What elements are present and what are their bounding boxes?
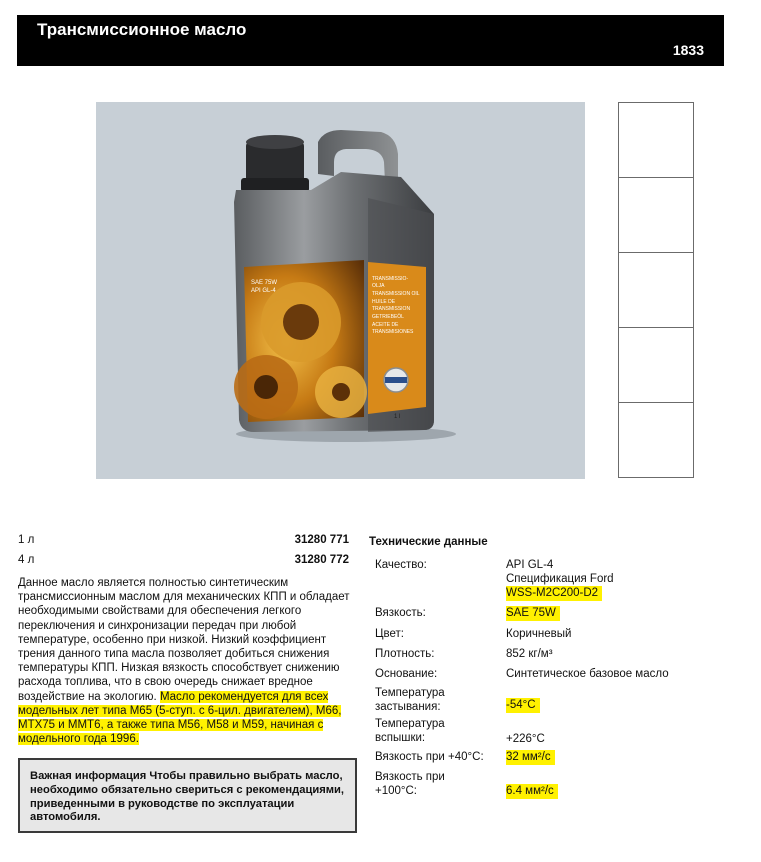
thumbnail-slot (619, 403, 693, 478)
spec-value: Коричневый (506, 628, 572, 640)
thumbnail-slot (619, 328, 693, 403)
oil-canister-image (96, 102, 585, 479)
svg-text:1 l: 1 l (394, 414, 401, 420)
page-code: 1833 (672, 42, 704, 58)
header-bar (17, 15, 724, 66)
page-title: Трансмиссионное масло (37, 20, 247, 39)
spec-label: Цвет: (375, 628, 404, 640)
thumbnail-slot (619, 253, 693, 328)
size-volume: 1 л (18, 534, 35, 546)
recommendation-text: Масло рекомендуется для всех модельных лет типа M65 (5-ступ. с 6-цил. двигателем), M66, MTX75 и MMT6, а также типа M56, M58 и M59, начиная с модельного года 1996. (18, 690, 342, 746)
spec-value: SAE 75W (506, 606, 560, 621)
spec-label: Основание: (375, 668, 438, 680)
size-volume: 4 л (18, 554, 35, 566)
spec-label: Температура застывания: (375, 687, 445, 713)
svg-text:TRANSMISSION: TRANSMISSION (372, 306, 411, 312)
size-row (18, 554, 351, 574)
spec-value: 6.4 мм²/с (506, 784, 558, 799)
description-text: Данное масло является полностью синтетическим трансмиссионным маслом для механических КПП и обладает необходимыми свойствами для обеспечения легкого переключения и синхронизации передач при любой температуре, особенно при низкой. Низкий коэффициент трения данного типа масла позволяет добиться снижения температуры КПП. Низкая вязкость способствует снижению расхода топлива, что в свою очередь снижает вредное воздействие на экологию. (18, 577, 350, 703)
spec-label: Вязкость: (375, 607, 426, 619)
spec-label: Качество: (375, 559, 427, 571)
svg-text:GETRIEBEÖL: GETRIEBEÖL (372, 314, 404, 320)
size-row (18, 534, 351, 554)
spec-value: 852 кг/м³ (506, 648, 553, 660)
svg-text:TRANSMISSIO-: TRANSMISSIO- (372, 276, 409, 282)
spec-value: -54°C (506, 698, 540, 713)
size-article: 31280 771 (294, 534, 349, 546)
svg-text:SAE 75W: SAE 75W (251, 280, 278, 286)
spec-value: API GL-4 (506, 559, 554, 571)
specs-title: Технические данные (369, 536, 488, 548)
svg-text:API GL-4: API GL-4 (251, 288, 276, 294)
sizes-list (18, 534, 351, 574)
spec-label: Вязкость при +100°C: (375, 771, 445, 797)
spec-value: +226°C (506, 733, 545, 745)
svg-text:TRANSMISSION OIL: TRANSMISSION OIL (372, 291, 420, 297)
svg-text:HUILE DE: HUILE DE (372, 299, 396, 305)
spec-code: WSS-M2C200-D2 (506, 586, 602, 601)
spec-value-group (506, 558, 706, 600)
spec-label: Температура вспышки: (375, 718, 445, 744)
spec-label: Вязкость при +40°C: (375, 751, 484, 763)
spec-label: Плотность: (375, 648, 435, 660)
thumbnail-slot (619, 103, 693, 178)
thumbnail-column (618, 102, 694, 478)
svg-text:ACEITE DE: ACEITE DE (372, 322, 399, 328)
svg-text:TRANSMISIONES: TRANSMISIONES (372, 329, 414, 335)
spec-value: 32 мм²/с (506, 750, 555, 765)
spec-value: Спецификация Ford (506, 573, 614, 585)
size-article: 31280 772 (294, 554, 349, 566)
product-description (18, 576, 353, 746)
thumbnail-slot (619, 178, 693, 253)
svg-text:OLJA: OLJA (372, 283, 385, 289)
spec-value: Синтетическое базовое масло (506, 668, 669, 680)
important-note: Важная информация Чтобы правильно выбрать масло, необходимо обязательно свериться с рекомендациями, приведенными в руководстве по эксплуатации автомобиля. (18, 758, 357, 833)
product-photo (96, 102, 585, 479)
